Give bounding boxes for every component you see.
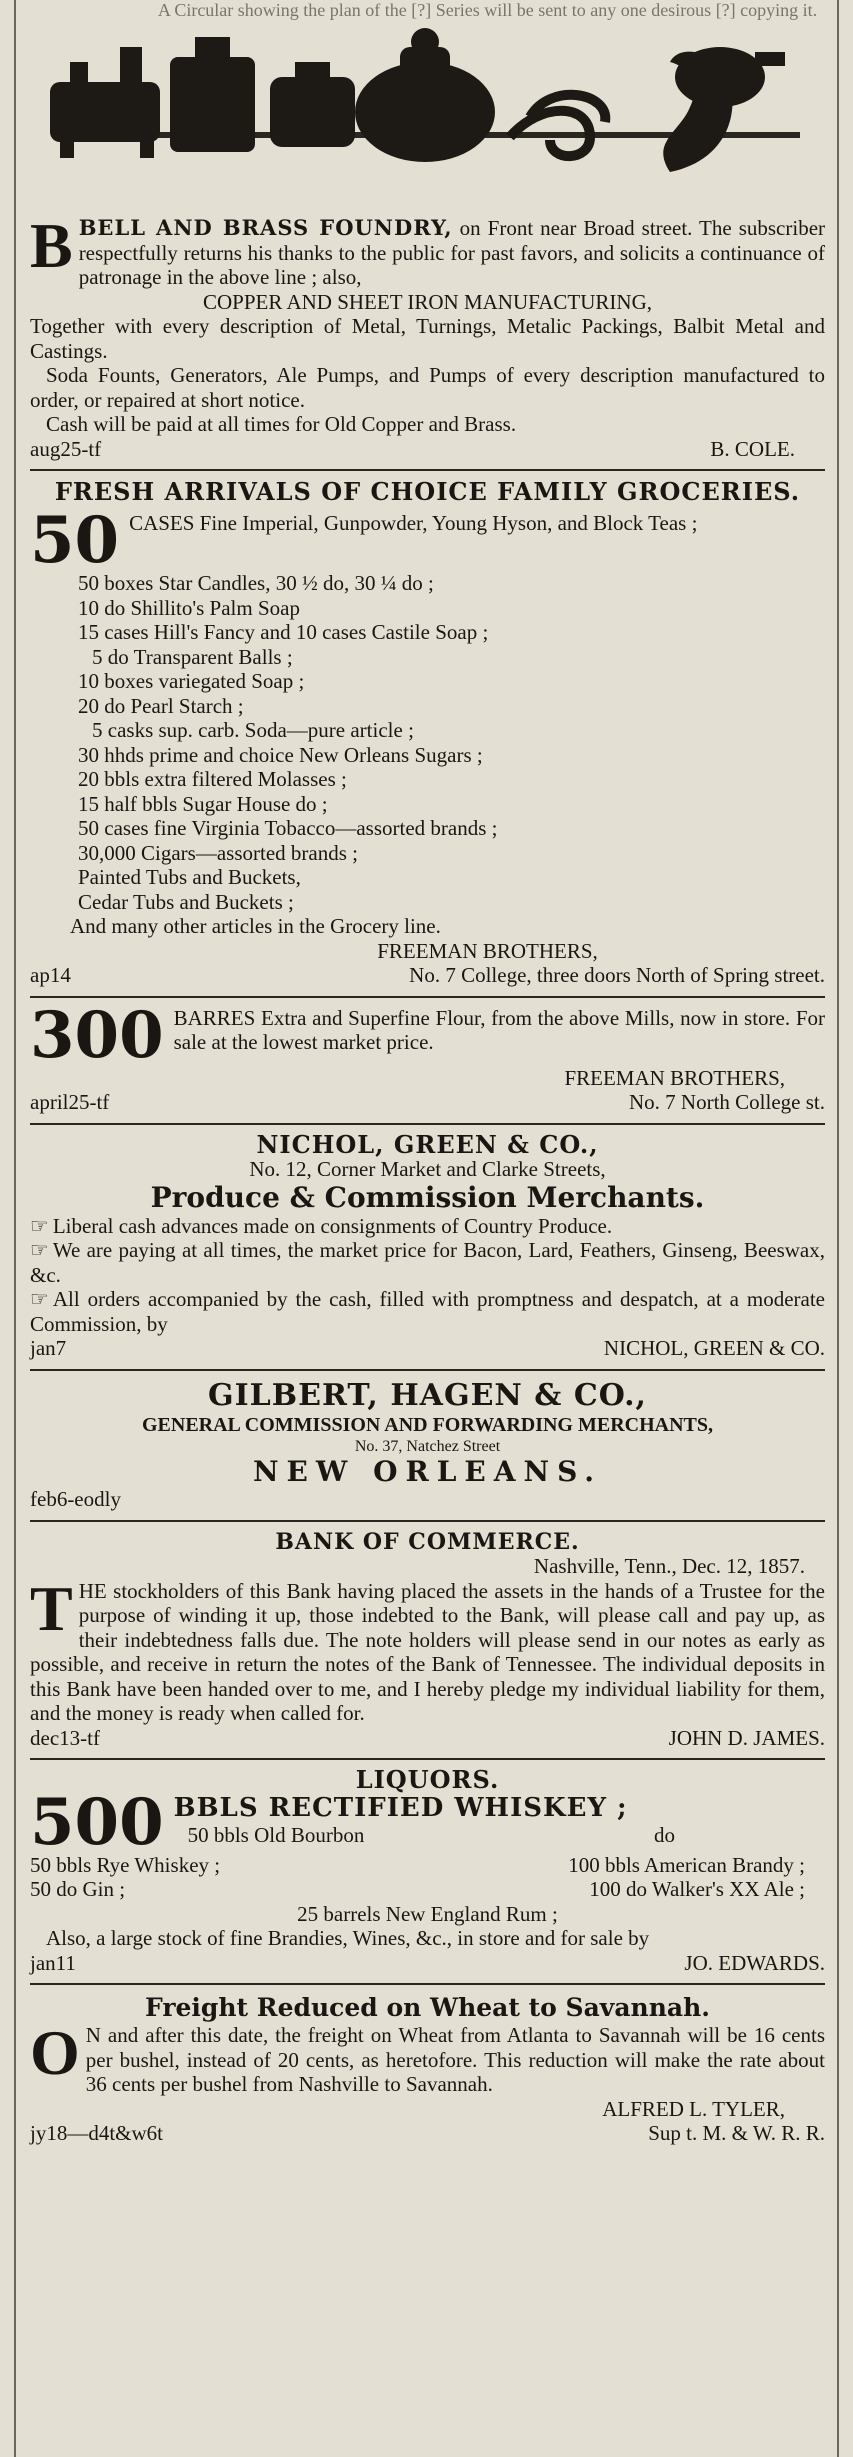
groceries-headline: FRESH ARRIVALS OF CHOICE FAMILY GROCERIES.: [54, 477, 801, 506]
foundry-headline: BELL AND BRASS FOUNDRY,: [78, 215, 453, 240]
foundry-advert: [30, 210, 826, 461]
flour-text: BARRES Extra and Superfine Flour, from the above Mills, now in store. For sale at the lowest market price.: [173, 1005, 825, 1054]
freight-signature-title: Sup t. M. & W. R. R.: [648, 2121, 825, 2145]
nichol-notice-1: Liberal cash advances made on consignments of Country Produce.: [52, 1213, 613, 1238]
bank-signature: JOHN D. JAMES.: [668, 1725, 825, 1750]
gilbert-headline: GILBERT, HAGEN & CO.,: [208, 1377, 647, 1413]
bank-dateline: Nashville, Tenn., Dec. 12, 1857.: [533, 1554, 805, 1578]
groceries-signature: FREEMAN BROTHERS,: [377, 938, 598, 963]
groceries-item: 30 hhds prime and choice New Orleans Sugars ;: [78, 742, 483, 767]
column-rule-left: [14, 0, 16, 2457]
bank-date-code: dec13-tf: [30, 1725, 100, 1750]
foundry-illustration: [30, 22, 825, 212]
hand-pointer-icon: ☞: [30, 1287, 49, 1311]
liquors-lead: BBLS RECTIFIED WHISKEY ;: [173, 1792, 628, 1823]
liquors-item: 50 bbls Rye Whiskey ;: [30, 1852, 221, 1877]
liquors-date-code: jan11: [30, 1950, 76, 1975]
nichol-notice-3: All orders accompanied by the cash, filled with promptness and despatch, at a moderate Commission, by: [30, 1287, 825, 1336]
foundry-signature: B. COLE.: [710, 436, 795, 461]
bank-advert: [30, 1530, 825, 1751]
groceries-big-number: 50: [30, 503, 120, 578]
groceries-item: 20 do Pearl Starch ;: [78, 693, 244, 718]
divider: [30, 1369, 825, 1371]
gilbert-subhead: GENERAL COMMISSION AND FORWARDING MERCHANTS,: [141, 1413, 713, 1436]
freight-date-code: jy18—d4t&w6t: [30, 2121, 164, 2145]
groceries-item: Painted Tubs and Buckets,: [78, 865, 301, 889]
liquors-rum: 25 barrels New England Rum ;: [297, 1901, 558, 1926]
liquors-also: Also, a large stock of fine Brandies, Wines, &c., in store and for sale by: [46, 1926, 650, 1950]
column-rule-right: [837, 0, 839, 2457]
foundry-subhead: COPPER AND SHEET IRON MANUFACTURING,: [202, 289, 653, 314]
freight-headline: Freight Reduced on Wheat to Savannah.: [145, 1993, 710, 2022]
nichol-notice-2: We are paying at all times, the market price for Bacon, Lard, Feathers, Ginseng, Beeswax, &c.: [30, 1238, 825, 1287]
flour-signature: FREEMAN BROTHERS,: [564, 1065, 785, 1090]
foundry-metals: Together with every description of Metal, Turnings, Metalic Packings, Balbit Metal and Castings.: [30, 314, 825, 363]
bank-body: HE stockholders of this Bank having placed the assets in the hands of a Trustee for the purpose of winding it up, those indebted to the Bank, will please call and pay up, as their indebtedness falls due. The note holders will please send in our notes as early as possible, and receive in return the notes of the Bank of Tennessee. The individual deposits in this Bank have been handed over to me, and I hereby pledge my individual liability for them, and the money is ready when called for.: [30, 1578, 825, 1725]
groceries-item: 10 boxes variegated Soap ;: [78, 669, 305, 693]
groceries-item: Cedar Tubs and Buckets ;: [78, 889, 294, 914]
liquors-item: 100 do Walker's XX Ale ;: [589, 1877, 805, 1901]
liquors-item: 50 do Gin ;: [30, 1877, 126, 1901]
nichol-date-code: jan7: [30, 1336, 67, 1360]
liquors-big-number: 500: [30, 1784, 164, 1860]
bank-headline: BANK OF COMMERCE.: [275, 1528, 580, 1555]
groceries-item: 50 cases fine Virginia Tobacco—assorted brands ;: [78, 816, 498, 840]
groceries-item-list: [30, 571, 825, 914]
groceries-item: 10 do Shillito's Palm Soap: [78, 595, 300, 620]
flour-date-code: april25-tf: [30, 1090, 110, 1114]
liquors-headline: LIQUORS.: [355, 1765, 500, 1794]
nichol-advert: [30, 1129, 825, 1361]
groceries-item: 20 bbls extra filtered Molasses ;: [78, 767, 347, 791]
groceries-many: And many other articles in the Grocery line.: [70, 914, 441, 938]
foundry-intro: on Front near Broad street. The subscriber respectfully returns his thanks to the public for past favors, and solicits a continuance of patronage in the above line ; also,: [78, 216, 826, 289]
bleed-through-text: A Circular showing the plan of the [?] Series will be sent to any one desirous [?] copying it.: [157, 0, 818, 20]
groceries-lead: CASES Fine Imperial, Gunpowder, Young Hyson, and Block Teas ;: [129, 511, 698, 535]
gilbert-advert: [30, 1379, 825, 1512]
freight-body: N and after this date, the freight on Wheat from Atlanta to Savannah will be 16 cents per bushel, instead of 20 cents, as heretofore. This reduction will make the rate about 36 cents per bushel from Nashville to Savannah.: [85, 2023, 825, 2096]
foundry-soda: Soda Founts, Generators, Ale Pumps, and Pumps of every description manufactured to order, or repaired at short notice.: [30, 363, 825, 412]
hand-pointer-icon: ☞: [30, 1238, 49, 1262]
groceries-item: 15 half bbls Sugar House do ;: [78, 791, 328, 816]
divider: [30, 1520, 825, 1522]
gilbert-date-code: feb6-eodly: [30, 1487, 121, 1511]
groceries-item: 50 boxes Star Candles, 30 ½ do, 30 ¼ do ;: [78, 571, 434, 595]
groceries-item: 5 casks sup. carb. Soda—pure article ;: [92, 718, 414, 742]
ad-column: [30, 0, 825, 2146]
gilbert-address: No. 37, Natchez Street: [354, 1438, 501, 1455]
liquors-advert: [30, 1765, 825, 1975]
liquors-item: 100 bbls American Brandy ;: [568, 1852, 805, 1877]
foundry-date-code: aug25-tf: [30, 436, 102, 461]
divider: [30, 1123, 825, 1125]
drop-cap: O: [30, 2017, 80, 2088]
groceries-item: 30,000 Cigars—assorted brands ;: [78, 840, 358, 865]
foundry-cash: Cash will be paid at all times for Old Copper and Brass.: [46, 412, 517, 436]
flour-address: No. 7 North College st.: [629, 1090, 825, 1114]
divider: [30, 1758, 825, 1760]
groceries-advert: [30, 479, 825, 988]
groceries-item: 5 do Transparent Balls ;: [92, 644, 293, 669]
drop-cap: B: [30, 210, 73, 281]
nichol-signature: NICHOL, GREEN & CO.: [603, 1336, 825, 1360]
flour-advert: [30, 997, 825, 1115]
freight-signature: ALFRED L. TYLER,: [602, 2096, 785, 2121]
nichol-title: Produce & Commission Merchants.: [150, 1180, 705, 1214]
groceries-address: No. 7 College, three doors North of Spring street.: [409, 963, 825, 987]
liquors-item: do: [654, 1822, 675, 1847]
nichol-address: No. 12, Corner Market and Clarke Streets,: [249, 1157, 606, 1181]
divider: [30, 469, 825, 471]
liquors-item: 50 bbls Old Bourbon: [187, 1822, 365, 1847]
drop-cap: T: [30, 1572, 73, 1644]
hand-pointer-icon: ☞: [30, 1213, 49, 1238]
flour-big-number: 300: [30, 997, 164, 1073]
divider: [30, 1983, 825, 1985]
nichol-headline: NICHOL, GREEN & CO.,: [256, 1129, 599, 1159]
foundry-illustration-svg: [30, 22, 825, 192]
groceries-date-code: ap14: [30, 963, 71, 987]
liquors-signature: JO. EDWARDS.: [684, 1950, 825, 1975]
freight-advert: [30, 1993, 825, 2146]
groceries-item: 15 cases Hill's Fancy and 10 cases Castile Soap ;: [78, 620, 489, 644]
gilbert-city: NEW ORLEANS.: [252, 1455, 603, 1488]
